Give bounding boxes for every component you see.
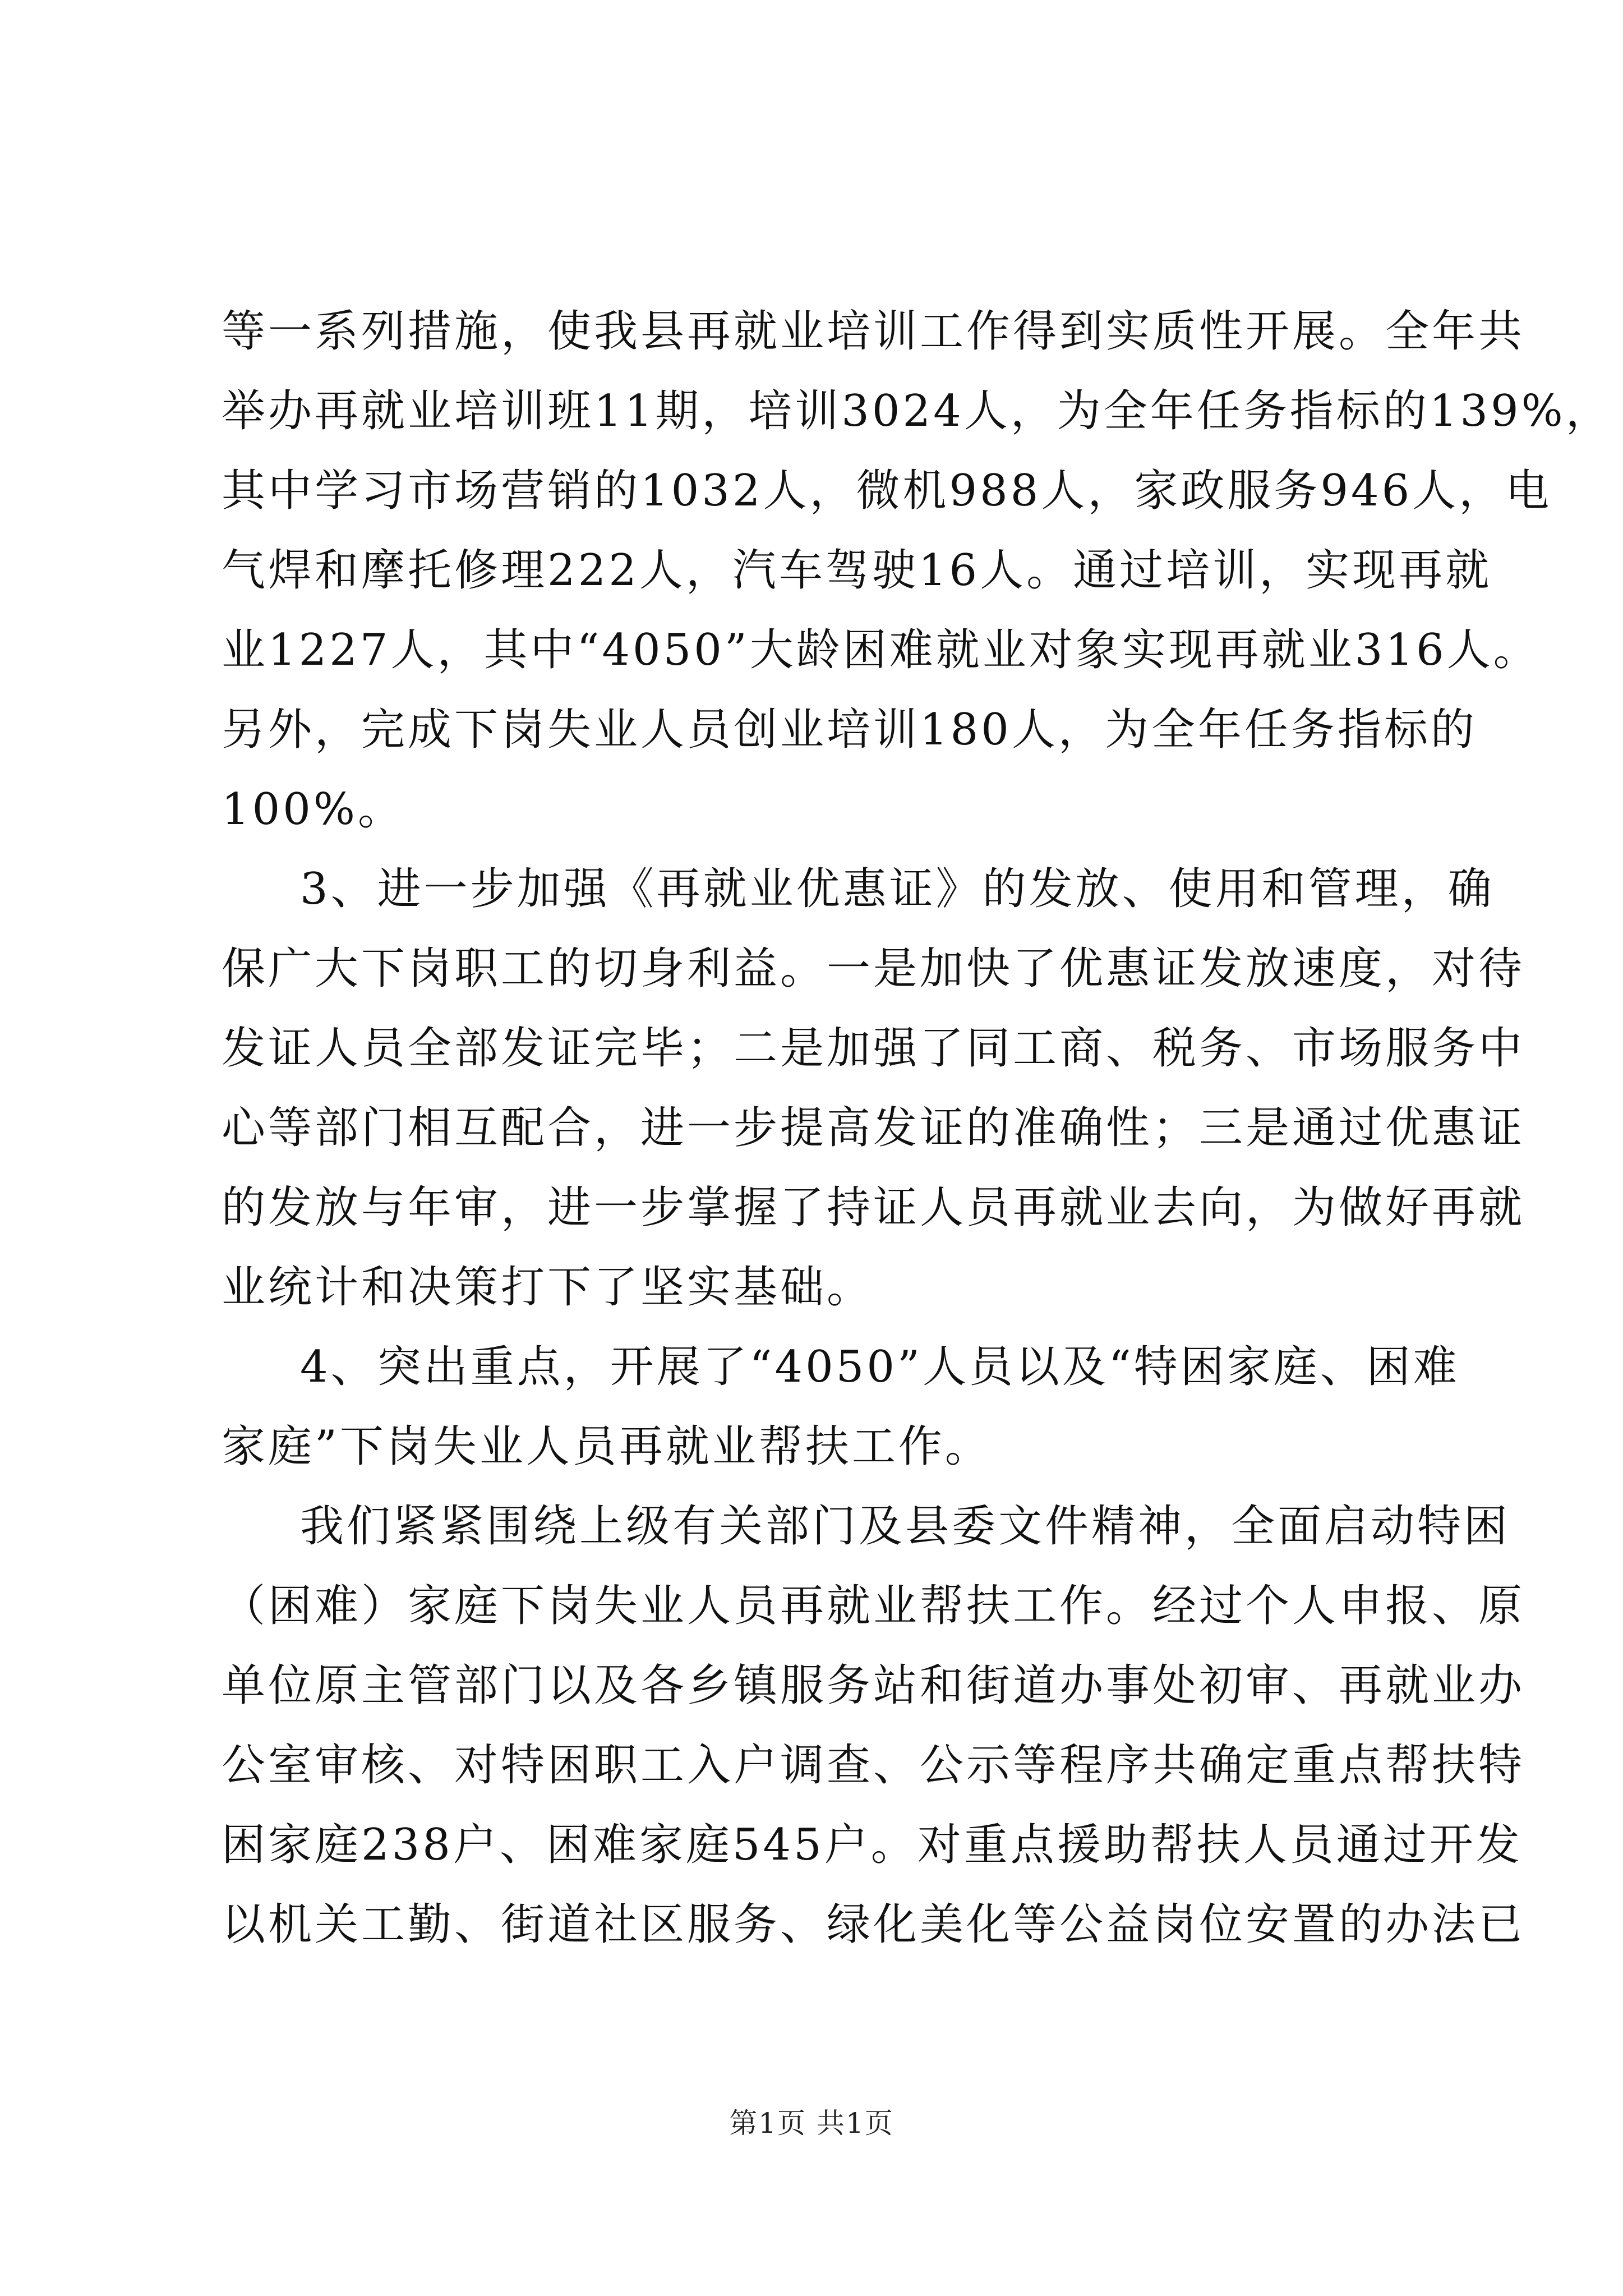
text-line: 另外，完成下岗失业人员创业培训180人，为全年任务指标的 <box>222 705 1477 755</box>
paragraph-start-line: 我们紧紧围绕上级有关部门及县委文件精神，全面启动特困 <box>300 1501 1511 1552</box>
text-line: 的发放与年审，进一步掌握了持证人员再就业去向，为做好再就 <box>222 1182 1525 1233</box>
text-line: 家庭”下岗失业人员再就业帮扶工作。 <box>222 1421 992 1472</box>
text-line: 以机关工勤、街道社区服务、绿化美化等公益岗位安置的办法已 <box>222 1899 1525 1950</box>
text-line: 保广大下岗职工的切身利益。一是加快了优惠证发放速度，对待 <box>222 944 1525 994</box>
text-line: 公室审核、对特困职工入户调查、公示等程序共确定重点帮扶特 <box>222 1740 1525 1791</box>
document-body <box>222 292 1612 1964</box>
text-line: 业1227人，其中“4050”大龄困难就业对象实现再就业316人。 <box>222 625 1540 675</box>
text-line: 其中学习市场营销的1032人，微机988人，家政服务946人，电 <box>222 466 1552 516</box>
paragraph-start-line: 4、突出重点，开展了“4050”人员以及“特困家庭、困难 <box>300 1342 1460 1392</box>
text-line: 发证人员全部发证完毕；二是加强了同工商、税务、市场服务中 <box>222 1023 1525 1074</box>
paragraph-start-line: 3、进一步加强《再就业优惠证》的发放、使用和管理，确 <box>300 864 1495 914</box>
text-line: 等一系列措施，使我县再就业培训工作得到实质性开展。全年共 <box>222 306 1525 357</box>
text-line: 举办再就业培训班11期，培训3024人，为全年任务指标的139%， <box>222 386 1612 436</box>
text-line: 心等部门相互配合，进一步提高发证的准确性；三是通过优惠证 <box>222 1103 1525 1153</box>
text-line: 单位原主管部门以及各乡镇服务站和街道办事处初审、再就业办 <box>222 1660 1525 1711</box>
text-line: （困难）家庭下岗失业人员再就业帮扶工作。经过个人申报、原 <box>222 1581 1525 1631</box>
page-number-footer: 第1页 共1页 <box>729 2107 894 2139</box>
text-line: 气焊和摩托修理222人，汽车驾驶16人。通过培训，实现再就 <box>222 545 1492 596</box>
text-line: 100%。 <box>222 784 404 835</box>
text-line: 困家庭238户、困难家庭545户。对重点援助帮扶人员通过开发 <box>222 1820 1523 1870</box>
text-line: 业统计和决策打下了坚实基础。 <box>222 1262 874 1313</box>
